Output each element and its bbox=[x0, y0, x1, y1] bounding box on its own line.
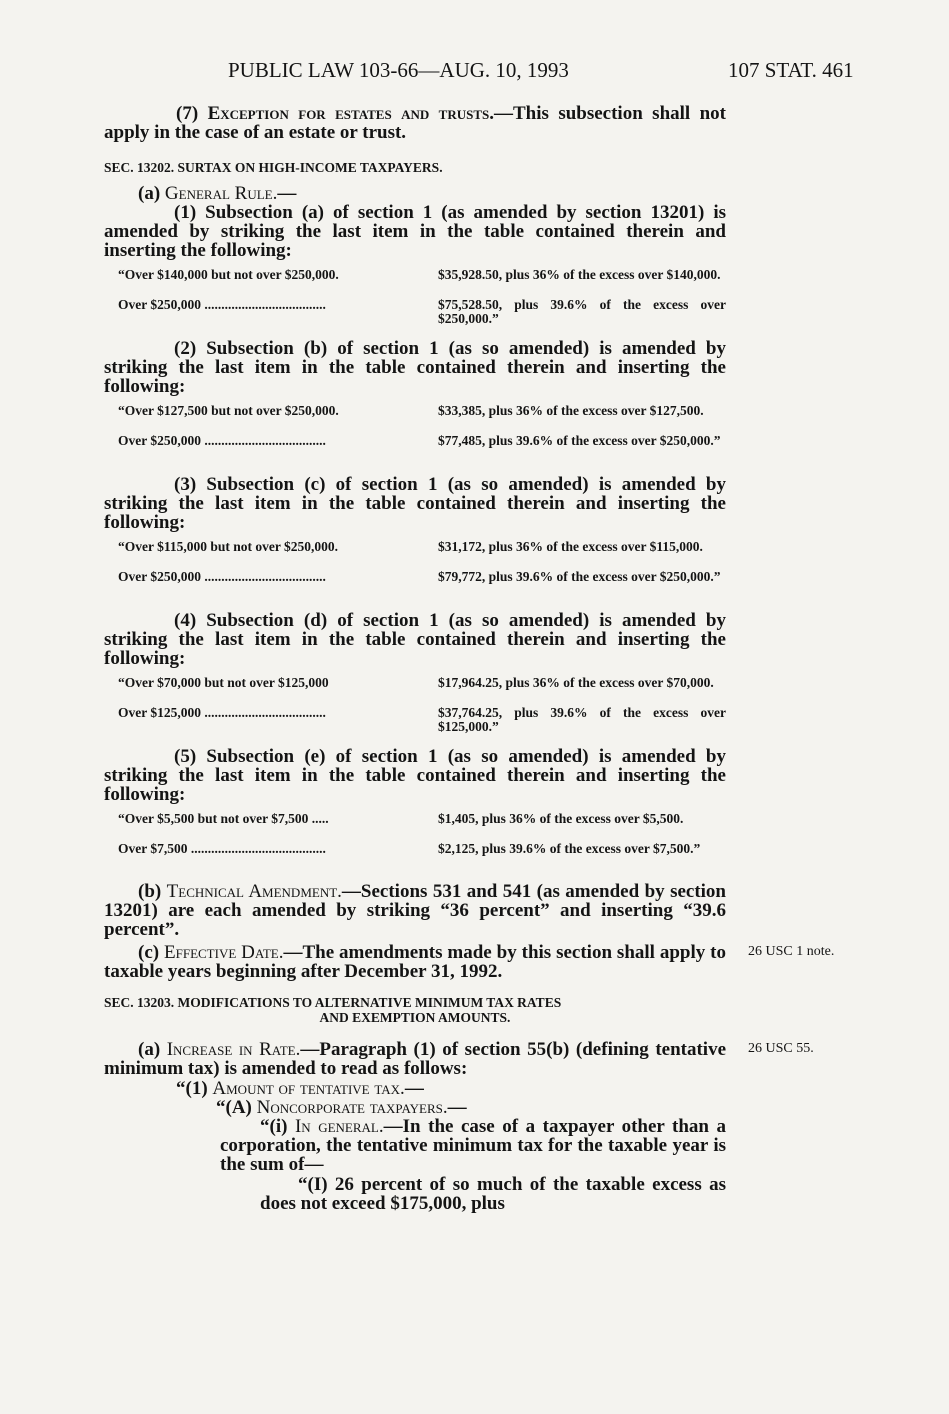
subsection-c-number: (c) bbox=[138, 942, 164, 963]
table-row bbox=[118, 812, 726, 842]
subsection-c-text: —The amendments made by this section shall apply to taxable years beginning after December 31, 1992. bbox=[104, 942, 726, 982]
subsection-a-number: (a) bbox=[138, 1039, 167, 1060]
paragraph-1-text: (1) Subsection (a) of section 1 (as amended by section 13201) is amended by striking the last item in the table contained therein and inserting the following: bbox=[104, 202, 726, 261]
section-13202-heading bbox=[104, 160, 726, 175]
quoted-subparagraph-A bbox=[104, 1098, 726, 1117]
table-row bbox=[118, 268, 726, 298]
table-row bbox=[118, 298, 726, 328]
subsection-a-increase-in-rate bbox=[104, 1040, 726, 1078]
rate-table-1 bbox=[118, 268, 726, 328]
table-cell-bracket: Over $250,000 .................................... bbox=[118, 297, 326, 312]
subsection-a-general-rule bbox=[104, 184, 726, 203]
table-cell-bracket: Over $250,000 .................................... bbox=[118, 569, 326, 584]
paragraph-4-text: (4) Subsection (d) of section 1 (as so amended) is amended by striking the last item in the table contained therein and inserting the following: bbox=[104, 610, 726, 669]
quoted-paragraph-1-number: “(1) bbox=[176, 1078, 213, 1099]
paragraph-7 bbox=[104, 104, 726, 142]
table-cell-bracket: “Over $140,000 but not over $250,000. bbox=[118, 267, 339, 282]
table-cell-tax: $33,385, plus 36% of the excess over $127,500. bbox=[438, 403, 704, 418]
margin-note-26-usc-55: 26 USC 55. bbox=[748, 1041, 814, 1056]
table-row bbox=[118, 570, 726, 600]
table-row bbox=[118, 842, 726, 872]
subsection-a-number: (a) bbox=[138, 183, 165, 204]
margin-note-26-usc-1-note: 26 USC 1 note. bbox=[748, 944, 835, 959]
paragraph-5-text: (5) Subsection (e) of section 1 (as so amended) is amended by striking the last item in the table contained therein and inserting the following: bbox=[104, 746, 726, 805]
table-row bbox=[118, 540, 726, 570]
rate-table-3 bbox=[118, 540, 726, 600]
subsection-a-text: —Paragraph (1) of section 55(b) (defining tentative minimum tax) is amended to read as follows: bbox=[104, 1039, 727, 1079]
quoted-clause-i-text: —In the case of a taxpayer other than a corporation, the tentative minimum tax for the taxable year is the sum of— bbox=[220, 1116, 727, 1175]
quoted-subparagraph-A-number: “(A) bbox=[216, 1097, 257, 1118]
quoted-subparagraph-A-caption: Noncorporate taxpayers. bbox=[256, 1097, 448, 1118]
subsection-a-caption: Increase in Rate. bbox=[166, 1039, 301, 1060]
paragraph-4 bbox=[104, 611, 726, 668]
quoted-clause-i-caption: In general. bbox=[294, 1116, 384, 1137]
table-cell-tax: $1,405, plus 36% of the excess over $5,500. bbox=[438, 811, 684, 826]
section-13203-heading bbox=[104, 995, 726, 1025]
quoted-subparagraph-A-dash: — bbox=[447, 1097, 467, 1118]
subsection-b-number: (b) bbox=[138, 881, 167, 902]
paragraph-7-text: —This subsection shall not apply in the case of an estate or trust. bbox=[104, 103, 726, 143]
table-row bbox=[118, 434, 726, 464]
table-row bbox=[118, 706, 726, 736]
table-cell-tax: $2,125, plus 39.6% of the excess over $7,500.” bbox=[438, 841, 701, 856]
paragraph-5 bbox=[104, 747, 726, 804]
quoted-paragraph-1-caption: Amount of tentative tax. bbox=[212, 1078, 405, 1099]
rate-table-5 bbox=[118, 812, 726, 872]
quoted-subclause-I bbox=[260, 1175, 726, 1213]
table-cell-tax: $31,172, plus 36% of the excess over $115,000. bbox=[438, 539, 703, 554]
subsection-b-text: —Sections 531 and 541 (as amended by section 13201) are each amended by striking “36 percent” and inserting “39.6 percent”. bbox=[104, 881, 726, 940]
section-heading-line-1: SEC. 13203. MODIFICATIONS TO ALTERNATIVE MINIMUM TAX RATES bbox=[104, 995, 562, 1010]
quoted-paragraph-1-dash: — bbox=[404, 1078, 424, 1099]
rate-table-4 bbox=[118, 676, 726, 736]
quoted-paragraph-1 bbox=[104, 1079, 726, 1098]
quoted-clause-i bbox=[220, 1117, 726, 1174]
subsection-a-dash: — bbox=[277, 183, 297, 204]
rate-table-2 bbox=[118, 404, 726, 464]
table-cell-bracket: Over $7,500 ........................................ bbox=[118, 841, 326, 856]
table-cell-tax: $35,928.50, plus 36% of the excess over $140,000. bbox=[438, 267, 721, 282]
paragraph-3-text: (3) Subsection (c) of section 1 (as so amended) is amended by striking the last item in the table contained therein and inserting the following: bbox=[104, 474, 726, 533]
subsection-c-caption: Effective Date. bbox=[164, 942, 284, 963]
table-cell-bracket: Over $250,000 .................................... bbox=[118, 433, 326, 448]
table-cell-bracket: “Over $70,000 but not over $125,000 bbox=[118, 675, 329, 690]
paragraph-7-caption: Exception for estates and trusts. bbox=[207, 103, 494, 124]
running-header-stat-page: 107 STAT. 461 bbox=[728, 58, 854, 82]
table-cell-bracket: Over $125,000 .................................... bbox=[118, 705, 326, 720]
subsection-c-effective-date bbox=[104, 943, 726, 981]
section-heading-line-2: AND EXEMPTION AMOUNTS. bbox=[319, 1010, 511, 1025]
table-cell-bracket: “Over $5,500 but not over $7,500 ..... bbox=[118, 811, 329, 826]
table-cell-tax: $37,764.25, plus 39.6% of the excess over $125,000.” bbox=[438, 705, 726, 734]
table-cell-tax: $77,485, plus 39.6% of the excess over $250,000.” bbox=[438, 433, 721, 448]
quoted-subclause-I-text: “(I) 26 percent of so much of the taxable excess as does not exceed $175,000, plus bbox=[260, 1174, 726, 1214]
running-header-title: PUBLIC LAW 103-66—AUG. 10, 1993 bbox=[228, 58, 569, 82]
subsection-a-caption: General Rule. bbox=[164, 183, 278, 204]
section-heading-text: SEC. 13202. SURTAX ON HIGH-INCOME TAXPAYERS. bbox=[104, 160, 443, 175]
table-cell-tax: $75,528.50, plus 39.6% of the excess over $250,000.” bbox=[438, 297, 726, 326]
table-cell-tax: $17,964.25, plus 36% of the excess over $70,000. bbox=[438, 675, 714, 690]
subsection-b-technical-amendment bbox=[104, 882, 726, 939]
table-row bbox=[118, 676, 726, 706]
paragraph-7-number: (7) bbox=[176, 103, 208, 124]
paragraph-2-text: (2) Subsection (b) of section 1 (as so amended) is amended by striking the last item in the table contained therein and inserting the following: bbox=[104, 338, 726, 397]
table-cell-bracket: “Over $115,000 but not over $250,000. bbox=[118, 539, 339, 554]
subsection-b-caption: Technical Amendment. bbox=[166, 881, 342, 902]
table-row bbox=[118, 404, 726, 434]
table-cell-bracket: “Over $127,500 but not over $250,000. bbox=[118, 403, 339, 418]
paragraph-3 bbox=[104, 475, 726, 532]
quoted-clause-i-number: “(i) bbox=[260, 1116, 295, 1137]
table-cell-tax: $79,772, plus 39.6% of the excess over $250,000.” bbox=[438, 569, 721, 584]
paragraph-1 bbox=[104, 203, 726, 260]
paragraph-2 bbox=[104, 339, 726, 396]
